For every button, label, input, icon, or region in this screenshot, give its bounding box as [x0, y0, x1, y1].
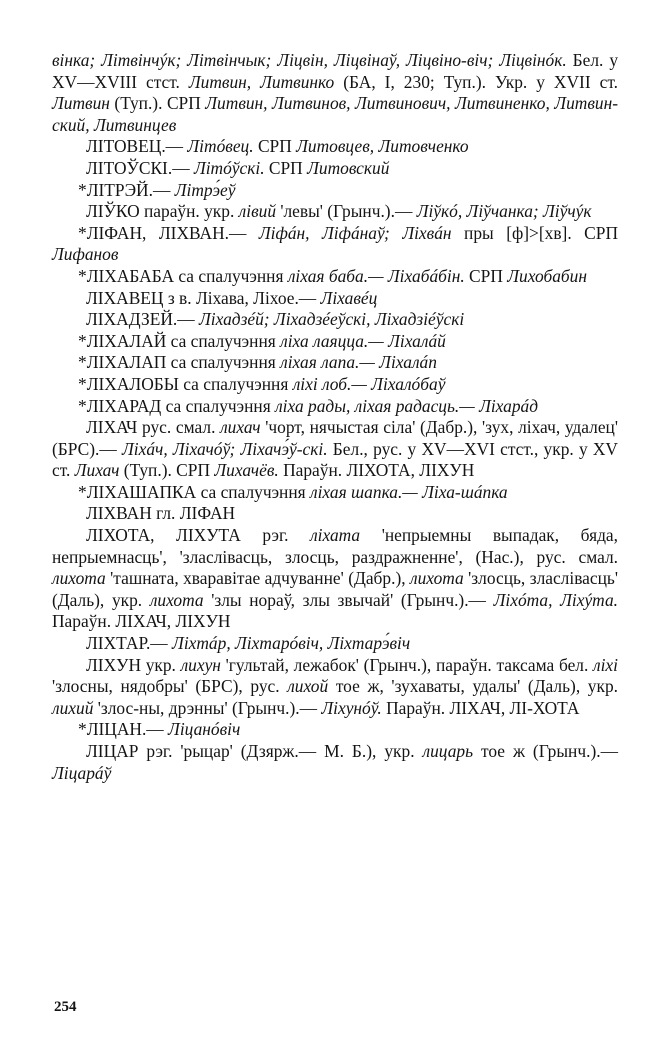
- entry-text: *ЛІФАН, ЛІХВАН.—: [78, 222, 259, 243]
- entry-italic-text: Ліхунóў.: [321, 697, 382, 718]
- entry-italic-text: Ліцарáў: [52, 762, 112, 783]
- entry-italic-text: лихий: [52, 697, 94, 718]
- entry-italic-text: лихота: [52, 568, 106, 589]
- entry-text: Бел., рус. у XV—XVI стст., укр. у XV ст.: [52, 438, 618, 481]
- entry-text: 'злосны, нядобры' (БРС), рус.: [52, 676, 288, 697]
- entry-text: СРП: [264, 157, 308, 178]
- entry-italic-text: Ліхтáр, Ліхтарóвіч, Ліхтарэ́віч: [172, 633, 411, 654]
- entry-italic-text: ліхая шапка.— Ліха-шáпка: [310, 481, 508, 502]
- entry-italic-text: Литовцев, Литовченко: [296, 136, 469, 157]
- entry-italic-text: Літóвец.: [187, 136, 254, 157]
- entry-text: тое ж, 'зухаваты, удалы' (Даль), укр.: [328, 676, 618, 697]
- entry-text: пры [ф]>[хв]. СРП: [451, 222, 619, 243]
- entry-text: (Туп.). СРП: [109, 93, 206, 114]
- dictionary-entry: [52, 180, 618, 202]
- dictionary-entry: [52, 158, 618, 180]
- entry-text: 'гультай, лежабок' (Грынч.), параўн. таксама бел.: [220, 654, 594, 675]
- entry-italic-text: лихун: [180, 654, 221, 675]
- entry-text: тое ж (Грынч.).—: [473, 741, 618, 761]
- page-number: 254: [54, 999, 77, 1015]
- dictionary-entry: [52, 136, 618, 158]
- entry-text: ЛІТОВЕЦ.—: [86, 136, 188, 157]
- entry-text: *ЛІХАЛОБЫ са спалучэння: [78, 373, 293, 394]
- entry-italic-text: лихой: [287, 676, 329, 697]
- dictionary-entry: [52, 288, 618, 310]
- dictionary-entry: [52, 741, 618, 784]
- entry-text: *ЛІХАШАПКА са спалучэння: [78, 481, 311, 502]
- entry-italic-text: Ліцанóвіч: [168, 719, 241, 740]
- entry-italic-text: ліхі лоб.— Ліхалóбаў: [292, 373, 446, 394]
- entry-text: ЛІХВАН гл. ЛІФАН: [86, 503, 236, 524]
- dictionary-entry: [52, 309, 618, 331]
- entry-text: ЛІХТАР.—: [86, 633, 173, 654]
- entry-italic-text: Литовский: [307, 157, 390, 178]
- entry-italic-text: лихота: [149, 589, 204, 610]
- entry-text: ЛІТОЎСКІ.—: [86, 157, 194, 178]
- entry-italic-text: Ліўкó, Ліўчанка; Ліўчýк: [416, 201, 592, 222]
- entry-text: ЛІХУН укр.: [86, 654, 181, 675]
- entry-italic-text: Ліфáн, Ліфáнаў; Ліхвáн: [258, 222, 452, 243]
- entry-text: 'левы' (Грынч.).—: [276, 201, 417, 222]
- entry-text: 'злы нораў, злы звычай' (Грынч.).—: [203, 589, 494, 610]
- entry-text: *ЛІЦАН.—: [78, 719, 169, 740]
- dictionary-entry: [52, 633, 618, 655]
- entry-italic-text: ліхата: [310, 525, 361, 546]
- entry-italic-text: Ліхóта, Ліхýта.: [493, 589, 618, 610]
- entry-text: ЛІХАВЕЦ з в. Ліхава, Ліхое.—: [86, 287, 321, 308]
- entry-italic-text: Лихобабин: [507, 265, 587, 286]
- entry-text: ЛІЎКО параўн. укр.: [86, 201, 239, 222]
- entry-text: 'чорт, нячыстая сіла' (Дабр.), 'зух, ліхач, удалец' (БРС).—: [52, 417, 618, 459]
- entry-text: Параўн. ЛІХАЧ, ЛІХУН: [52, 611, 231, 632]
- dictionary-entry: [52, 201, 618, 223]
- dictionary-entry: [52, 417, 618, 482]
- entry-italic-text: Лихач: [74, 460, 120, 481]
- entry-italic-text: ліхі: [593, 654, 618, 675]
- entry-text: *ЛІХАРАД са спалучэння: [78, 395, 276, 416]
- entry-text: 'ташната, хваравітае адчуванне' (Дабр.),: [105, 568, 411, 589]
- entry-italic-text: Літóўскі.: [193, 157, 265, 178]
- entry-text: *ЛІХАЛАП са спалучэння: [78, 352, 281, 373]
- entry-italic-text: ліхая баба.— Ліхабáбін.: [287, 265, 465, 286]
- entry-italic-text: ліха рады, ліхая радасць.— Ліхарáд: [275, 395, 539, 416]
- entry-italic-text: лицарь: [422, 741, 474, 761]
- entry-text: Бел. у XV—XVIII стст.: [52, 50, 619, 92]
- entry-italic-text: вінка; Літвінчýк; Літвінчык; Ліцвін, Ліцвінаў, Ліцвіно-віч; Ліцвінóк.: [52, 50, 567, 70]
- entry-italic-text: ліха лаяцца.— Ліхалáй: [280, 330, 446, 351]
- entry-text: ЛІХАДЗЕЙ.—: [86, 309, 199, 330]
- entry-italic-text: ліхая лапа.— Ліхалáп: [280, 352, 437, 373]
- dictionary-entry: [52, 223, 618, 266]
- entry-italic-text: Литвин, Литвинко: [188, 71, 335, 92]
- dictionary-entry: [52, 396, 618, 418]
- entry-text: СРП: [253, 136, 297, 157]
- entry-text: (Туп.). СРП: [119, 460, 215, 481]
- entry-italic-text: Ліхáч, Ліхачóў; Ліхачэ́ў-скі.: [122, 438, 328, 459]
- entry-italic-text: лихач: [220, 417, 261, 438]
- entry-text: *ЛІТРЭЙ.—: [78, 179, 175, 200]
- dictionary-entry: [52, 503, 618, 525]
- dictionary-entry: [52, 719, 618, 741]
- dictionary-page: [52, 50, 618, 784]
- dictionary-entry: [52, 50, 618, 136]
- dictionary-entry: [52, 331, 618, 353]
- dictionary-entry: [52, 266, 618, 288]
- entry-text: Параўн. ЛІХАЧ, ЛІ-ХОТА: [381, 697, 580, 718]
- entry-text: ЛІХОТА, ЛІХУТА рэг.: [86, 525, 311, 546]
- entry-italic-text: Литвин, Литвинов, Литвинович, Литвиненко, Литвин-ский, Литвинцев: [52, 93, 618, 135]
- entry-italic-text: лихота: [410, 568, 464, 589]
- dictionary-entry: [52, 525, 618, 633]
- entry-italic-text: Ліхавéц: [320, 287, 378, 308]
- entry-text: *ЛІХАЛАЙ са спалучэння: [78, 330, 281, 351]
- entry-text: (БА, І, 230; Туп.). Укр. у XVII ст.: [334, 71, 618, 92]
- entry-italic-text: Ліхадзéй; Ліхадзéеўскі, Ліхадзіéўскі: [198, 309, 465, 330]
- entry-italic-text: Лихачёв.: [214, 460, 279, 481]
- dictionary-entry: [52, 482, 618, 504]
- dictionary-entry: [52, 374, 618, 396]
- entry-italic-text: Літрэ́еў: [174, 179, 236, 200]
- entry-italic-text: лівий: [238, 201, 277, 222]
- dictionary-entry: [52, 655, 618, 720]
- entry-text: 'злос-ны, дрэнны' (Грынч.).—: [93, 697, 322, 718]
- dictionary-entry: [52, 352, 618, 374]
- entry-text: Параўн. ЛІХОТА, ЛІХУН: [278, 460, 475, 481]
- entry-text: ЛІХАЧ рус. смал.: [86, 417, 221, 438]
- entry-text: *ЛІХАБАБА са спалучэння: [78, 265, 288, 286]
- entry-italic-text: Литвин: [52, 93, 110, 114]
- entry-text: 'злосць, зласлівасць' (Даль), укр.: [52, 568, 618, 610]
- entry-text: 'непрыемны выпадак, бяда, непрыемнасць', 'зласлівасць, злосць, раздражненне', (Нас.), рус. смал.: [52, 525, 618, 567]
- entry-italic-text: Лифанов: [52, 244, 119, 265]
- entry-text: ЛІЦАР рэг. 'рыцар' (Дзярж.— М. Б.), укр.: [86, 741, 423, 761]
- entry-text: СРП: [464, 265, 508, 286]
